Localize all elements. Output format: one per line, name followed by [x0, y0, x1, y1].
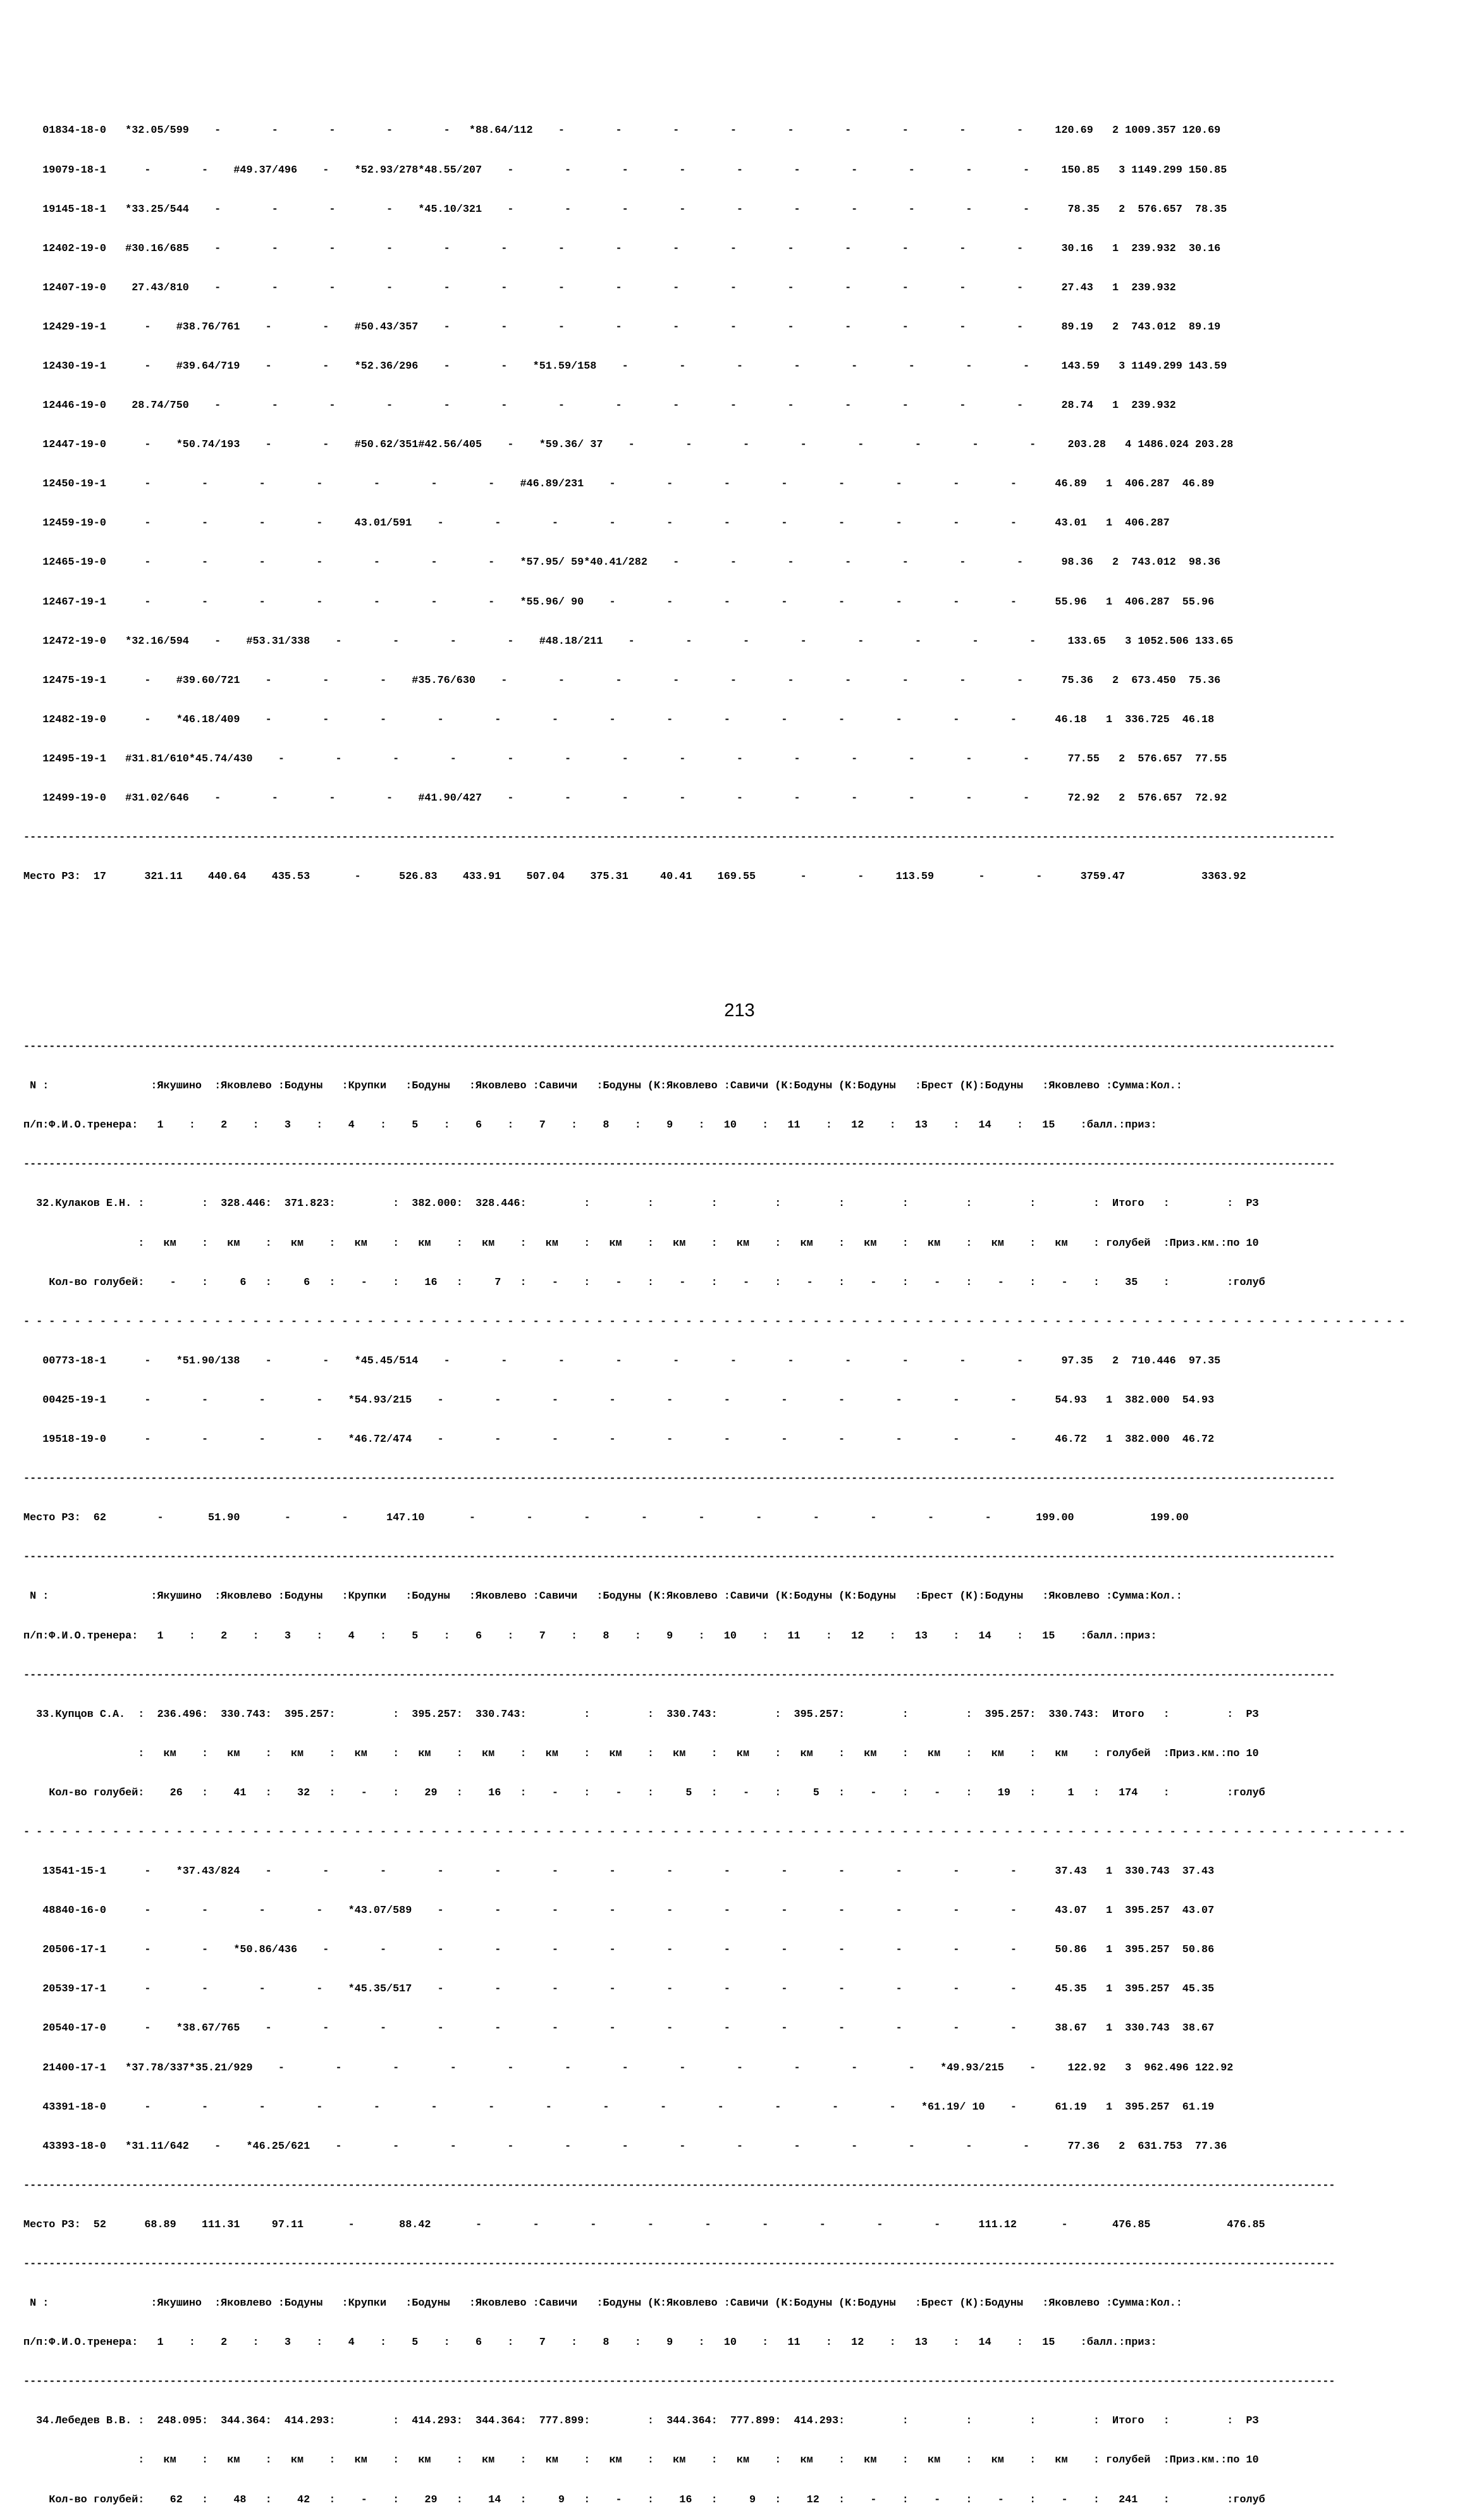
divider: --------------------------------------------------------------------------------------------------------------------------------------------------------------------------------------------------------------: [23, 1669, 1335, 1681]
column-header: N : :Якушино :Яковлево :Бодуны :Крупки :Бодуны :Яковлево :Савичи :Бодуны (К:Яковлево :Савичи (К:Бодуны (К:Бодуны :Брест (К):Бодуны :Яковлево :Сумма:Кол.:: [23, 1080, 1182, 1093]
divider: --------------------------------------------------------------------------------------------------------------------------------------------------------------------------------------------------------------: [23, 1551, 1335, 1564]
table-row: 12495-19-1 #31.81/610*45.74/430 - - - - - - - - - - - - - - 77.55 2 576.657 77.55: [23, 753, 1227, 765]
column-header: N : :Якушино :Яковлево :Бодуны :Крупки :Бодуны :Яковлево :Савичи :Бодуны (К:Яковлево :Савичи (К:Бодуны (К:Бодуны :Брест (К):Бодуны :Яковлево :Сумма:Кол.:: [23, 1590, 1182, 1603]
divider: --------------------------------------------------------------------------------------------------------------------------------------------------------------------------------------------------------------: [23, 1041, 1335, 1054]
trainer-count-row: Кол-во голубей: 62 : 48 : 42 : - : 29 : 14 : 9 : - : 16 : 9 : 12 : - : - : - : - : 241 : :голуб: [23, 2493, 1265, 2506]
results-document: [23, 99, 1405, 2520]
column-header: N : :Якушино :Яковлево :Бодуны :Крупки :Бодуны :Яковлево :Савичи :Бодуны (К:Яковлево :Савичи (К:Бодуны (К:Бодуны :Брест (К):Бодуны :Яковлево :Сумма:Кол.:: [23, 2297, 1182, 2310]
total-row: Место РЗ: 52 68.89 111.31 97.11 - 88.42 - - - - - - - - - 111.12 - 476.85 476.85: [23, 2218, 1265, 2231]
table-row: 12402-19-0 #30.16/685 - - - - - - - - - - - - - - - 30.16 1 239.932 30.16: [23, 242, 1221, 255]
table-row: 43393-18-0 *31.11/642 - *46.25/621 - - - - - - - - - - - - - 77.36 2 631.753 77.36: [23, 2140, 1227, 2153]
table-row: 12467-19-1 - - - - - - - *55.96/ 90 - - - - - - - - 55.96 1 406.287 55.96: [23, 596, 1215, 608]
table-row: 00425-19-1 - - - - *54.93/215 - - - - - - - - - - - 54.93 1 382.000 54.93: [23, 1394, 1215, 1406]
table-row: 12447-19-0 - *50.74/193 - - #50.62/351#42.56/405 - *59.36/ 37 - - - - - - - - 203.28 4 1486.024 203.28: [23, 439, 1234, 452]
table-row: 19079-18-1 - - #49.37/496 - *52.93/278*48.55/207 - - - - - - - - - - 150.85 3 1149.299 150.85: [23, 164, 1227, 176]
table-row: 01834-18-0 *32.05/599 - - - - - *88.64/112 - - - - - - - - - 120.69 2 1009.357 120.69: [23, 125, 1221, 137]
column-header: п/п:Ф.И.О.тренера: 1 : 2 : 3 : 4 : 5 : 6 : 7 : 8 : 9 : 10 : 11 : 12 : 13 : 14 : 15 :балл.:приз:: [23, 2337, 1157, 2349]
table-row: 12465-19-0 - - - - - - - *57.95/ 59*40.41/282 - - - - - - - 98.36 2 743.012 98.36: [23, 556, 1221, 569]
table-row: 20539-17-1 - - - - *45.35/517 - - - - - - - - - - - 45.35 1 395.257 45.35: [23, 1983, 1215, 1996]
table-row: 12450-19-1 - - - - - - - #46.89/231 - - - - - - - - 46.89 1 406.287 46.89: [23, 478, 1215, 491]
divider: --------------------------------------------------------------------------------------------------------------------------------------------------------------------------------------------------------------: [23, 1473, 1335, 1485]
trainer-name: 34.Лебедев В.В. : 248.095: 344.364: 414.293: : 414.293: 344.364: 777.899: : 344.364: 777.899: 414.293: : : : : Итого : : РЗ: [23, 2415, 1259, 2428]
divider: --------------------------------------------------------------------------------------------------------------------------------------------------------------------------------------------------------------: [23, 1159, 1335, 1171]
trainer-km-row: : км : км : км : км : км : км : км : км : км : км : км : км : км : км : км : голубей :Приз.км.:по 10: [23, 1237, 1259, 1250]
table-row: 12430-19-1 - #39.64/719 - - *52.36/296 - - *51.59/158 - - - - - - - - 143.59 3 1149.299 143.59: [23, 360, 1227, 372]
table-row: 21400-17-1 *37.78/337*35.21/929 - - - - - - - - - - - - *49.93/215 - 122.92 3 962.496 122.92: [23, 2062, 1234, 2074]
table-row: 12459-19-0 - - - - 43.01/591 - - - - - - - - - - - 43.01 1 406.287: [23, 517, 1170, 530]
divider: --------------------------------------------------------------------------------------------------------------------------------------------------------------------------------------------------------------: [23, 832, 1335, 844]
column-header: п/п:Ф.И.О.тренера: 1 : 2 : 3 : 4 : 5 : 6 : 7 : 8 : 9 : 10 : 11 : 12 : 13 : 14 : 15 :балл.:приз:: [23, 1119, 1157, 1132]
trainer-count-row: Кол-во голубей: 26 : 41 : 32 : - : 29 : 16 : - : - : 5 : - : 5 : - : - : 19 : 1 : 174 : :голуб: [23, 1786, 1265, 1799]
column-header: п/п:Ф.И.О.тренера: 1 : 2 : 3 : 4 : 5 : 6 : 7 : 8 : 9 : 10 : 11 : 12 : 13 : 14 : 15 :балл.:приз:: [23, 1630, 1157, 1642]
table-row: 12482-19-0 - *46.18/409 - - - - - - - - - - - - - - 46.18 1 336.725 46.18: [23, 713, 1215, 726]
trainer-name: 33.Купцов С.А. : 236.496: 330.743: 395.257: : 395.257: 330.743: : : 330.743: : 395.257: : : 395.257: 330.743: Итого : : РЗ: [23, 1708, 1259, 1721]
total-row: Место РЗ: 17 321.11 440.64 435.53 - 526.83 433.91 507.04 375.31 40.41 169.55 - - 113.59 - - 3759.47 3363.92: [23, 871, 1246, 883]
table-row: 43391-18-0 - - - - - - - - - - - - - - *61.19/ 10 - 61.19 1 395.257 61.19: [23, 2101, 1215, 2113]
trainer-km-row: : км : км : км : км : км : км : км : км : км : км : км : км : км : км : км : голубей :Приз.км.:по 10: [23, 1747, 1259, 1760]
table-row: 20506-17-1 - - *50.86/436 - - - - - - - - - - - - - 50.86 1 395.257 50.86: [23, 1944, 1215, 1957]
table-row: 20540-17-0 - *38.67/765 - - - - - - - - - - - - - - 38.67 1 330.743 38.67: [23, 2022, 1215, 2035]
trainer-name: 32.Кулаков Е.Н. : : 328.446: 371.823: : 382.000: 328.446: : : : : : : : : : Итого : : РЗ: [23, 1198, 1259, 1210]
total-row: Место РЗ: 62 - 51.90 - - 147.10 - - - - - - - - - - 199.00 199.00: [23, 1512, 1189, 1525]
table-row: 12475-19-1 - #39.60/721 - - - #35.76/630 - - - - - - - - - - 75.36 2 673.450 75.36: [23, 674, 1221, 687]
table-row: 48840-16-0 - - - - *43.07/589 - - - - - - - - - - - 43.07 1 395.257 43.07: [23, 1905, 1215, 1917]
table-row: 19145-18-1 *33.25/544 - - - - *45.10/321 - - - - - - - - - - 78.35 2 576.657 78.35: [23, 203, 1227, 216]
divider: --------------------------------------------------------------------------------------------------------------------------------------------------------------------------------------------------------------: [23, 2258, 1335, 2270]
table-row: 12429-19-1 - #38.76/761 - - #50.43/357 - - - - - - - - - - - 89.19 2 743.012 89.19: [23, 321, 1221, 333]
table-row: 19518-19-0 - - - - *46.72/474 - - - - - - - - - - - 46.72 1 382.000 46.72: [23, 1434, 1215, 1446]
table-row: 12446-19-0 28.74/750 - - - - - - - - - - - - - - - 28.74 1 239.932: [23, 400, 1176, 412]
divider: --------------------------------------------------------------------------------------------------------------------------------------------------------------------------------------------------------------: [23, 2179, 1335, 2192]
table-row: 12499-19-0 #31.02/646 - - - - #41.90/427 - - - - - - - - - - 72.92 2 576.657 72.92: [23, 792, 1227, 804]
divider: --------------------------------------------------------------------------------------------------------------------------------------------------------------------------------------------------------------: [23, 2376, 1335, 2388]
divider: - - - - - - - - - - - - - - - - - - - - - - - - - - - - - - - - - - - - - - - - - - - - - - - - - - - - - - - - - - - - - - - - - - - - - - - - - - - - - - - - - - - - - - - - - - - - - - - - - - - - - - - - - - - - -: [23, 1315, 1406, 1328]
trainer-km-row: : км : км : км : км : км : км : км : км : км : км : км : км : км : км : км : голубей :Приз.км.:по 10: [23, 2454, 1259, 2467]
spacer: [23, 923, 1405, 1002]
table-row: 12472-19-0 *32.16/594 - #53.31/338 - - - - #48.18/211 - - - - - - - - 133.65 3 1052.506 133.65: [23, 635, 1234, 648]
table-row: 00773-18-1 - *51.90/138 - - *45.45/514 - - - - - - - - - - - 97.35 2 710.446 97.35: [23, 1355, 1221, 1367]
table-row: 13541-15-1 - *37.43/824 - - - - - - - - - - - - - - 37.43 1 330.743 37.43: [23, 1865, 1215, 1878]
page-number: 213: [724, 1000, 755, 1021]
table-row: 12407-19-0 27.43/810 - - - - - - - - - - - - - - - 27.43 1 239.932: [23, 281, 1176, 294]
trainer-count-row: Кол-во голубей: - : 6 : 6 : - : 16 : 7 : - : - : - : - : - : - : - : - : - : 35 : :голуб: [23, 1276, 1265, 1289]
divider: - - - - - - - - - - - - - - - - - - - - - - - - - - - - - - - - - - - - - - - - - - - - - - - - - - - - - - - - - - - - - - - - - - - - - - - - - - - - - - - - - - - - - - - - - - - - - - - - - - - - - - - - - - - - -: [23, 1826, 1406, 1838]
